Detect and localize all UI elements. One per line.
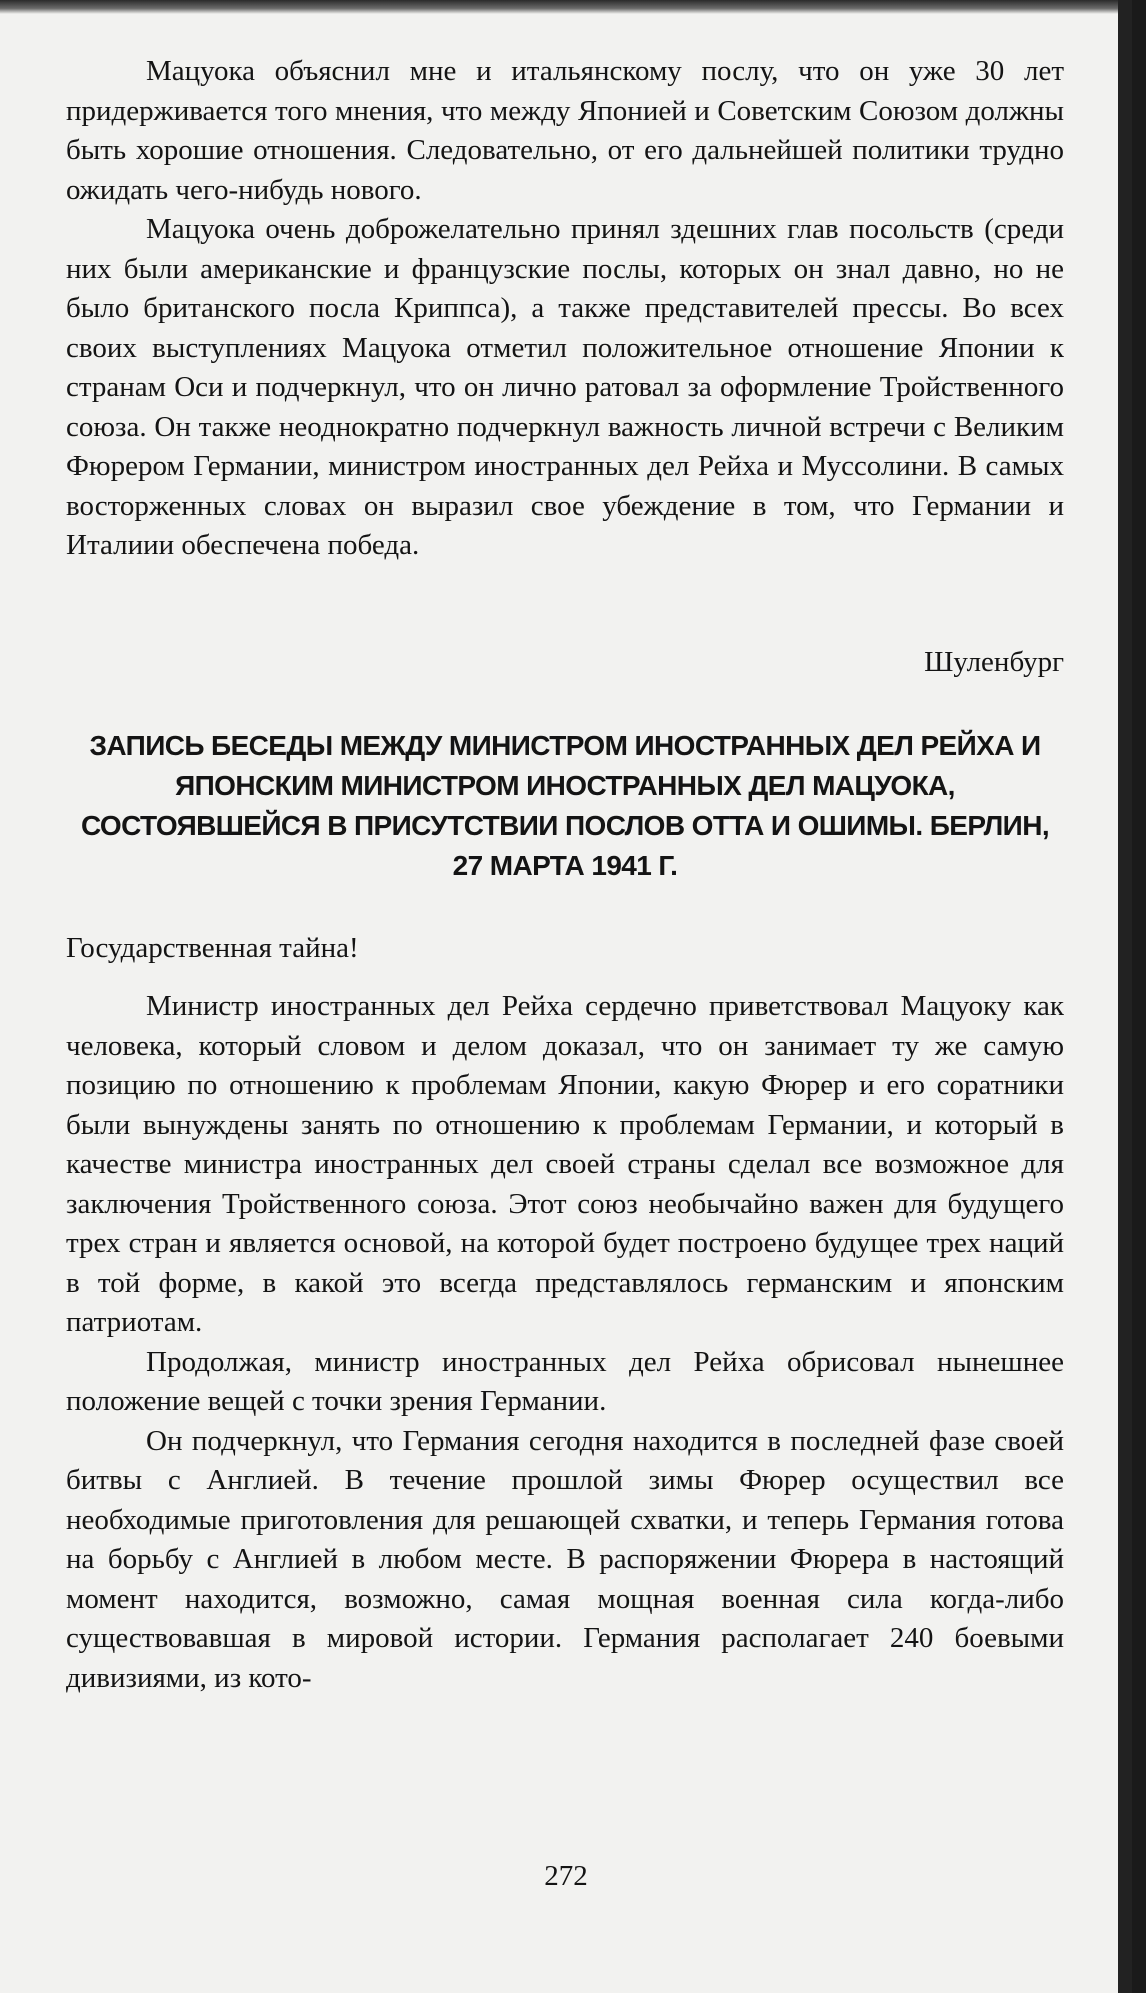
paragraph: Продолжая, министр иностранных дел Рейха обрисовал нынешнее положение вещей с точки зрения Германии. — [66, 1345, 1064, 1417]
letter-body — [66, 52, 1064, 566]
paragraph: Министр иностранных дел Рейха сердечно приветствовал Мацуоку как человека, который словом и делом доказал, что он занимает ту же самую позицию по отношению к проблемам Японии, какую Фюрер и его соратники были вынуждены занять по отношению к проблемам Германии, и который в качестве министра иностранных дел своей страны сделал все возможное для заключения Тройственного союза. Этот союз необычайно важен для будущего трех стран и является основой, на которой будет построено будущее трех наций в той форме, в какой это всегда представлялось германским и японским патриотам. — [66, 990, 1064, 1338]
signature: Шуленбург — [924, 646, 1064, 678]
paragraph: Мацуока очень доброжелательно принял здешних глав посольств (среди них были американские и французские послы, которых он знал давно, но не было британского посла Криппса), а также представителей прессы. Во всех своих выступлениях Мацуока отметил положительное отношение Японии к странам Оси и подчеркнул, что он лично ратовал за оформление Тройственного союза. Он также неоднократно подчеркнул важность личной встречи с Великим Фюрером Германии, министром иностранных дел Рейха и Муссолини. В самых восторженных словах он выразил свое убеждение в том, что Германии и Италиии обеспечена победа. — [66, 213, 1064, 561]
record-body — [66, 987, 1064, 1698]
document-heading: ЗАПИСЬ БЕСЕДЫ МЕЖДУ МИНИСТРОМ ИНОСТРАННЫХ ДЕЛ РЕЙХА И ЯПОНСКИМ МИНИСТРОМ ИНОСТРАННЫХ ДЕЛ МАЦУОКА, СОСТОЯВШЕЙСЯ В ПРИСУТСТВИИ ПОСЛОВ ОТТА И ОШИМЫ. БЕРЛИН, 27 МАРТА 1941 Г. — [80, 730, 1050, 881]
paragraph: Мацуока объяснил мне и итальянскому послу, что он уже 30 лет придерживается того мнения, что между Японией и Советским Союзом должны быть хорошие отношения. Следовательно, от его дальнейшей политики трудно ожидать чего-нибудь нового. — [66, 55, 1064, 206]
paragraph: Он подчеркнул, что Германия сегодня находится в последней фазе своей битвы с Англией. В течение прошлой зимы Фюрер осуществил все необходимые приготовления для решающей схватки, и теперь Германия готова на борьбу с Англией в любом месте. В распоряжении Фюрера в настоящий момент находится, возможно, самая мощная военная сила когда-либо существовавшая в мировой истории. Германия располагает 240 боевыми дивизиями, из кото- — [66, 1424, 1064, 1694]
scan-top-edge — [0, 0, 1132, 14]
scan-right-edge — [1118, 0, 1132, 1993]
classification-stamp: Государственная тайна! — [66, 932, 359, 964]
page-number: 272 — [544, 1860, 588, 1892]
